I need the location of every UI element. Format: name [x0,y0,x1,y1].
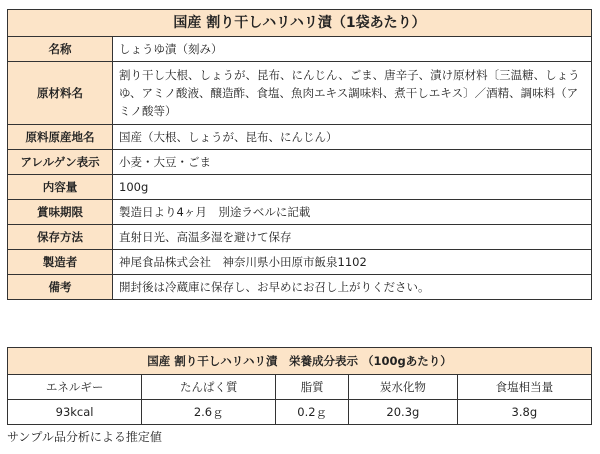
row-value-allergens: 小麦・大豆・ごま [113,150,592,175]
nutrition-table [7,347,592,425]
row-value-best-before: 製造日より4ヶ月 別途ラベルに記載 [113,200,592,225]
nutrition-title: 国産 割り干しハリハリ漬 栄養成分表示 （100gあたり） [8,348,592,375]
nutrition-header-salt: 食塩相当量 [457,375,591,400]
product-info-table [7,9,592,300]
row-label-storage: 保存方法 [8,225,113,250]
nutrition-value-energy: 93kcal [8,400,142,425]
nutrition-value-protein: 2.6ｇ [142,400,276,425]
row-label-name: 名称 [8,37,113,62]
row-label-origin: 原料原産地名 [8,125,113,150]
product-info-title: 国産 割り干しハリハリ漬（1袋あたり） [8,10,592,37]
row-value-manufacturer: 神尾食品株式会社 神奈川県小田原市飯泉1102 [113,250,592,275]
row-value-remarks: 開封後は冷蔵庫に保存し、お早めにお召し上がりください。 [113,275,592,300]
nutrition-header-protein: たんぱく質 [142,375,276,400]
row-label-best-before: 賞味期限 [8,200,113,225]
row-label-allergens: アレルゲン表示 [8,150,113,175]
row-value-ingredients: 割り干し大根、しょうが、昆布、にんじん、ごま、唐辛子、漬け原材料〔三温糖、しょうゆ、アミノ酸液、醸造酢、食塩、魚肉エキス調味料、煮干しエキス〕／酒精、調味料（アミノ酸等） [113,62,592,125]
row-value-storage: 直射日光、高温多湿を避けて保存 [113,225,592,250]
row-label-manufacturer: 製造者 [8,250,113,275]
nutrition-value-fat: 0.2ｇ [276,400,349,425]
nutrition-value-carbs: 20.3g [349,400,458,425]
row-value-name: しょうゆ漬（刻み） [113,37,592,62]
nutrition-header-carbs: 炭水化物 [349,375,458,400]
row-value-origin: 国産（大根、しょうが、昆布、にんじん） [113,125,592,150]
row-value-net-weight: 100g [113,175,592,200]
nutrition-value-salt: 3.8g [457,400,591,425]
nutrition-header-energy: エネルギー [8,375,142,400]
nutrition-header-fat: 脂質 [276,375,349,400]
row-label-ingredients: 原材料名 [8,62,113,125]
row-label-remarks: 備考 [8,275,113,300]
row-label-net-weight: 内容量 [8,175,113,200]
analysis-note: サンプル品分析による推定値 [7,430,162,444]
